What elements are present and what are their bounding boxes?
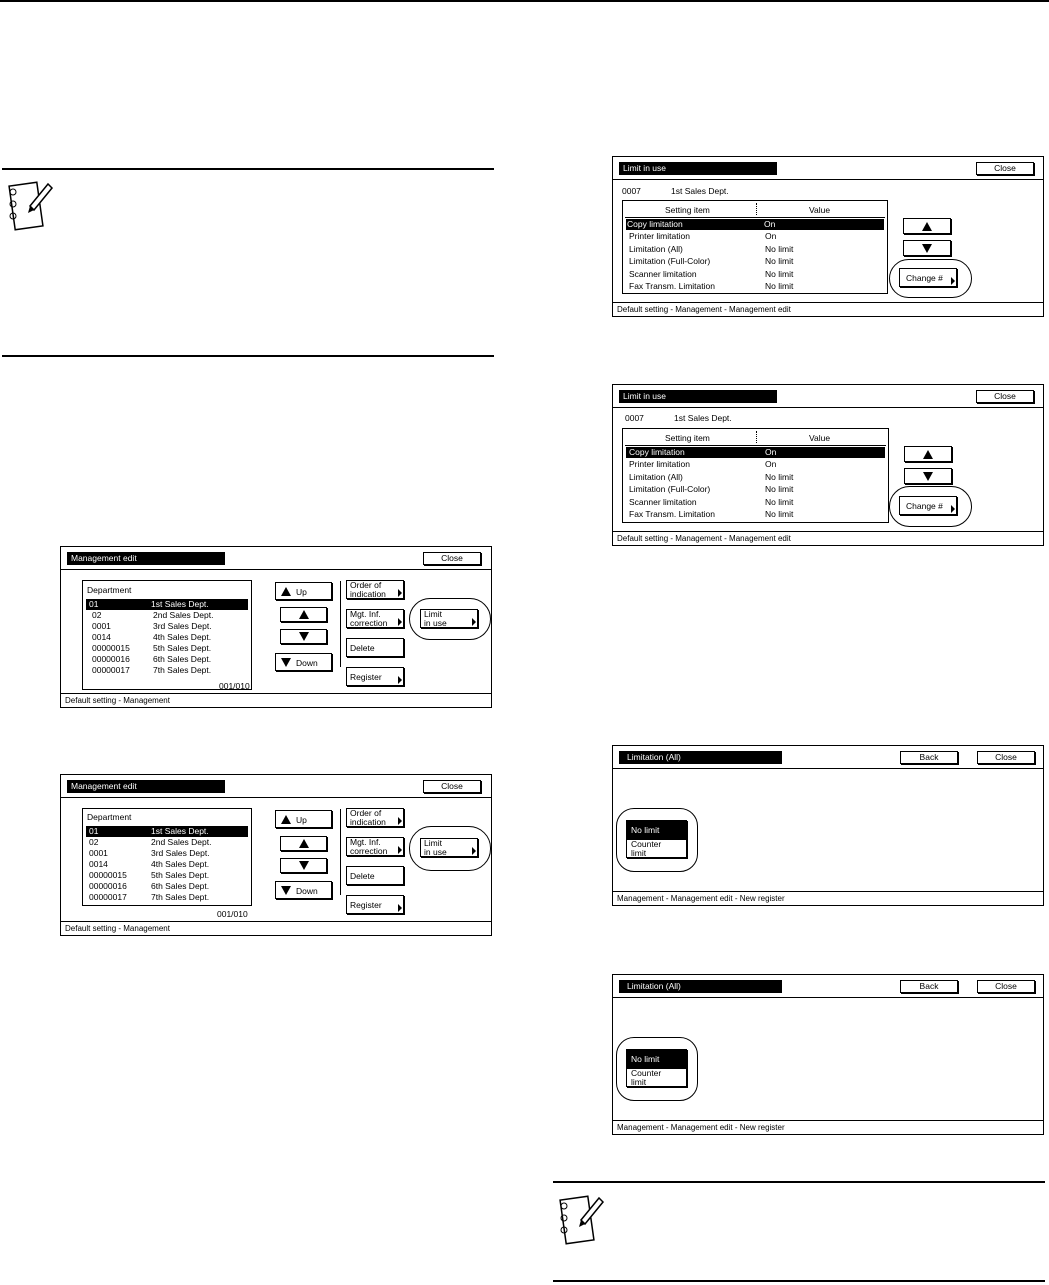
breadcrumb: Management - Management edit - New register: [617, 894, 785, 903]
note-rule-bottom: [553, 1280, 1045, 1282]
close-button[interactable]: Close: [423, 552, 481, 565]
panel-title: Management edit: [67, 780, 225, 793]
panel-title: Limitation (All): [619, 751, 782, 764]
counter-limit-option[interactable]: Counter limit: [626, 1068, 687, 1087]
scroll-up-button[interactable]: [280, 607, 327, 622]
triangle-down-icon: [923, 472, 933, 481]
breadcrumb: Management - Management edit - New register: [617, 1123, 785, 1132]
table-row[interactable]: Fax Transm. Limitation No limit: [629, 281, 794, 291]
table-row[interactable]: Limitation (All) No limit: [629, 244, 794, 254]
note-rule-bottom: [2, 355, 494, 357]
table-row[interactable]: Fax Transm. Limitation No limit: [629, 509, 794, 519]
no-limit-option[interactable]: No limit: [626, 820, 687, 839]
triangle-down-icon: [299, 861, 309, 870]
column-header-value: Value: [809, 433, 831, 443]
top-rule: [0, 0, 1049, 2]
close-button[interactable]: Close: [423, 780, 481, 793]
order-of-indication-button[interactable]: Order of indication: [346, 580, 404, 599]
mgt-inf-correction-button[interactable]: Mgt. Inf. correction: [346, 837, 404, 856]
page-counter: 001/010: [217, 909, 248, 919]
dept-name: 1st Sales Dept.: [671, 186, 729, 196]
list-header: Department: [87, 585, 132, 595]
limitation-all-panel: [612, 974, 1044, 1135]
column-header-item: Setting item: [665, 205, 710, 215]
triangle-down-icon: [299, 632, 309, 641]
breadcrumb: Default setting - Management: [65, 696, 170, 705]
scroll-up-button[interactable]: [903, 218, 951, 234]
down-button[interactable]: Down: [275, 653, 332, 671]
breadcrumb: Default setting - Management: [65, 924, 170, 933]
department-list: [82, 808, 252, 906]
register-button[interactable]: Register: [346, 895, 404, 914]
list-item[interactable]: 02 2nd Sales Dept.: [92, 610, 214, 620]
limit-in-use-button[interactable]: Limit in use: [420, 609, 478, 628]
list-item[interactable]: 00000015 5th Sales Dept.: [92, 643, 212, 653]
list-item[interactable]: 01 1st Sales Dept.: [86, 599, 248, 610]
list-item[interactable]: 0001 3rd Sales Dept.: [92, 621, 212, 631]
list-header: Department: [87, 812, 132, 822]
panel-title: Limit in use: [619, 390, 777, 403]
list-item[interactable]: 00000017 7th Sales Dept.: [89, 892, 210, 902]
up-button[interactable]: Up: [275, 582, 332, 600]
table-row[interactable]: Limitation (Full-Color) No limit: [629, 484, 794, 494]
triangle-up-icon: [281, 587, 291, 596]
list-item[interactable]: 0014 4th Sales Dept.: [92, 632, 212, 642]
limit-in-use-panel: [612, 384, 1044, 546]
triangle-down-icon: [922, 244, 932, 253]
no-limit-option[interactable]: No limit: [626, 1049, 687, 1068]
scroll-down-button[interactable]: [904, 468, 952, 484]
triangle-up-icon: [299, 839, 309, 848]
triangle-down-icon: [281, 886, 291, 895]
panel-title: Limitation (All): [619, 980, 782, 993]
table-row[interactable]: Scanner limitation No limit: [629, 269, 794, 279]
table-row[interactable]: Scanner limitation No limit: [629, 497, 794, 507]
table-row[interactable]: Limitation (Full-Color) No limit: [629, 256, 794, 266]
list-item[interactable]: 00000015 5th Sales Dept.: [89, 870, 210, 880]
triangle-up-icon: [923, 450, 933, 459]
close-button[interactable]: Close: [977, 751, 1035, 764]
breadcrumb: Default setting - Management - Management edit: [617, 534, 791, 543]
mgt-inf-correction-button[interactable]: Mgt. Inf. correction: [346, 609, 404, 628]
scroll-up-button[interactable]: [904, 446, 952, 462]
change-number-button[interactable]: Change #: [899, 496, 957, 515]
column-header-value: Value: [809, 205, 831, 215]
triangle-down-icon: [281, 658, 291, 667]
list-item[interactable]: 01 1st Sales Dept.: [86, 826, 248, 837]
management-edit-panel: [60, 546, 492, 708]
triangle-up-icon: [281, 815, 291, 824]
scroll-down-button[interactable]: [903, 240, 951, 256]
scroll-down-button[interactable]: [280, 629, 327, 644]
register-button[interactable]: Register: [346, 667, 404, 686]
delete-button[interactable]: Delete: [346, 866, 404, 885]
panel-title: Management edit: [67, 552, 225, 565]
list-item[interactable]: 00000016 6th Sales Dept.: [89, 881, 210, 891]
limit-in-use-button[interactable]: Limit in use: [420, 838, 478, 857]
table-row[interactable]: Printer limitation On: [629, 459, 777, 469]
management-edit-panel: [60, 774, 492, 936]
page-counter: 001/010: [219, 681, 250, 691]
list-item[interactable]: 0014 4th Sales Dept.: [89, 859, 210, 869]
up-button[interactable]: Up: [275, 810, 332, 828]
list-item[interactable]: 0001 3rd Sales Dept.: [89, 848, 210, 858]
scroll-up-button[interactable]: [280, 836, 327, 851]
table-row[interactable]: Copy limitation On: [626, 447, 885, 458]
table-row[interactable]: Limitation (All) No limit: [629, 472, 794, 482]
dept-name: 1st Sales Dept.: [674, 413, 732, 423]
counter-limit-option[interactable]: Counter limit: [626, 839, 687, 858]
dept-code: 0007: [625, 413, 644, 423]
dept-code: 0007: [622, 186, 641, 196]
panel-title: Limit in use: [619, 162, 777, 175]
column-header-item: Setting item: [665, 433, 710, 443]
department-list: [82, 580, 252, 690]
list-item[interactable]: 00000016 6th Sales Dept.: [92, 654, 212, 664]
table-row[interactable]: Copy limitation On: [626, 219, 884, 230]
close-button[interactable]: Close: [977, 980, 1035, 993]
breadcrumb: Default setting - Management - Management edit: [617, 305, 791, 314]
notepad-pencil-icon: [555, 1190, 605, 1250]
change-number-button[interactable]: Change #: [899, 268, 957, 287]
back-button[interactable]: Back: [900, 751, 958, 764]
triangle-up-icon: [299, 610, 309, 619]
settings-table: [622, 428, 889, 523]
close-button[interactable]: Close: [976, 390, 1034, 403]
list-item[interactable]: 02 2nd Sales Dept.: [89, 837, 212, 847]
down-button[interactable]: Down: [275, 881, 332, 899]
limitation-all-panel: [612, 745, 1044, 906]
order-of-indication-button[interactable]: Order of indication: [346, 808, 404, 827]
close-button[interactable]: Close: [976, 162, 1034, 175]
delete-button[interactable]: Delete: [346, 638, 404, 657]
note-rule-top: [553, 1181, 1045, 1183]
back-button[interactable]: Back: [900, 980, 958, 993]
notepad-pencil-icon: [4, 176, 54, 236]
scroll-down-button[interactable]: [280, 858, 327, 873]
limit-in-use-panel: [612, 156, 1044, 317]
table-row[interactable]: Printer limitation On: [629, 231, 777, 241]
triangle-up-icon: [922, 222, 932, 231]
list-item[interactable]: 00000017 7th Sales Dept.: [92, 665, 212, 675]
settings-table: [622, 200, 888, 294]
note-rule-top: [2, 168, 494, 170]
